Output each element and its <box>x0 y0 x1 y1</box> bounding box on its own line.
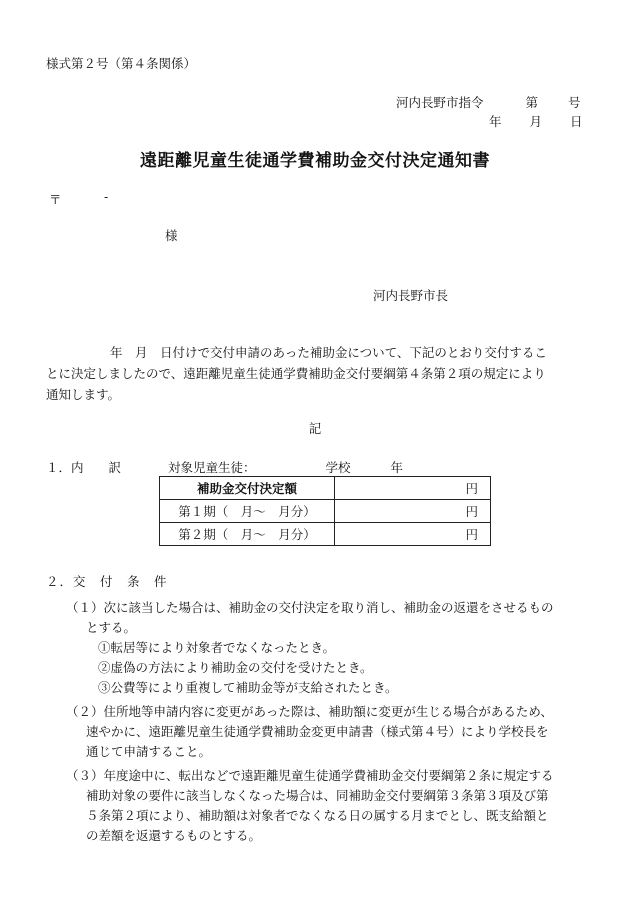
ki-marker: 記 <box>308 421 322 436</box>
date-day: 日 <box>570 114 583 129</box>
number-go: 号 <box>568 95 581 110</box>
condition-1-item-2: ②虚偽の方法により補助金の交付を受けたとき。 <box>98 660 373 675</box>
row-label: 補助金交付決定額 <box>160 477 335 500</box>
issuer-line <box>396 93 581 111</box>
body-line-3: 通知します。 <box>46 387 121 402</box>
condition-3-line-1: （３）年度途中に、転出などで遠距離児童生徒通学費補助金交付要綱第２条に規定する <box>66 768 554 783</box>
body-line-2: とに決定しましたので、遠距離児童生徒通学費補助金交付要綱第４条第２項の規定により <box>46 366 546 381</box>
date-month: 月 <box>529 114 543 129</box>
breakdown-table <box>159 476 491 546</box>
condition-2 <box>66 702 586 762</box>
row-label: 第２期（ 月〜 月分） <box>160 523 335 546</box>
table-row <box>160 500 491 523</box>
issuer-label: 河内長野市指令 <box>396 95 484 110</box>
body-paragraph <box>46 342 584 405</box>
form-number: 様式第２号（第４条関係） <box>46 56 197 71</box>
row-label: 第１期（ 月〜 月分） <box>160 500 335 523</box>
table-row <box>160 523 491 546</box>
postal-mark: 〒 <box>49 192 62 207</box>
condition-3-line-4: の差額を返還するものとする。 <box>86 828 262 843</box>
date-line <box>489 112 583 130</box>
condition-3-line-2: 補助対象の要件に該当しなくなった場合は、同補助金交付要綱第３条第３項及び第 <box>86 788 549 803</box>
condition-1-item-1: ①転居等により対象者でなくなったとき。 <box>98 640 336 655</box>
condition-1-item-3: ③公費等により重複して補助金等が支給されたとき。 <box>98 680 398 695</box>
condition-2-line-1: （２）住所地等申請内容に変更があった際は、補助額に変更が生じる場合があるため、 <box>66 704 553 719</box>
section2-heading: ２．交 付 条 件 <box>46 574 168 589</box>
body-line-1: 年 月 日付けで交付申請のあった補助金について、下記のとおり交付するこ <box>110 345 547 360</box>
condition-1-line-1: （１）次に該当した場合は、補助金の交付決定を取り消し、補助金の返還をさせるもの <box>66 600 554 615</box>
condition-1 <box>66 598 584 698</box>
school-label: 学校 <box>325 460 351 475</box>
section1-heading: １．内 訳 <box>46 460 122 475</box>
condition-2-line-2: 速やかに、遠距離児童生徒通学費補助金変更申請書（様式第４号）により学校長を <box>86 724 549 739</box>
row-unit: 円 <box>335 523 491 546</box>
date-year: 年 <box>489 114 502 129</box>
document-title: 遠距離児童生徒通学費補助金交付決定通知書 <box>140 151 490 171</box>
number-dai: 第 <box>525 95 539 110</box>
grade-label: 年 <box>390 460 404 475</box>
row-unit: 円 <box>335 500 491 523</box>
table-row <box>160 477 491 500</box>
condition-1-line-2: とする。 <box>86 620 137 635</box>
sender-name: 河内長野市長 <box>373 288 449 303</box>
row-unit: 円 <box>335 477 491 500</box>
condition-3 <box>66 766 586 846</box>
postal-dash: - <box>104 189 109 204</box>
student-line <box>168 458 403 476</box>
student-label: 対象児童生徒： <box>168 460 256 475</box>
condition-3-line-3: ５条第２項により、補助額は対象者でなくなる日の属する月までとし、既支給額と <box>86 808 549 823</box>
recipient-honorific: 様 <box>165 228 178 243</box>
condition-2-line-3: 通じて申請すること。 <box>86 744 212 759</box>
